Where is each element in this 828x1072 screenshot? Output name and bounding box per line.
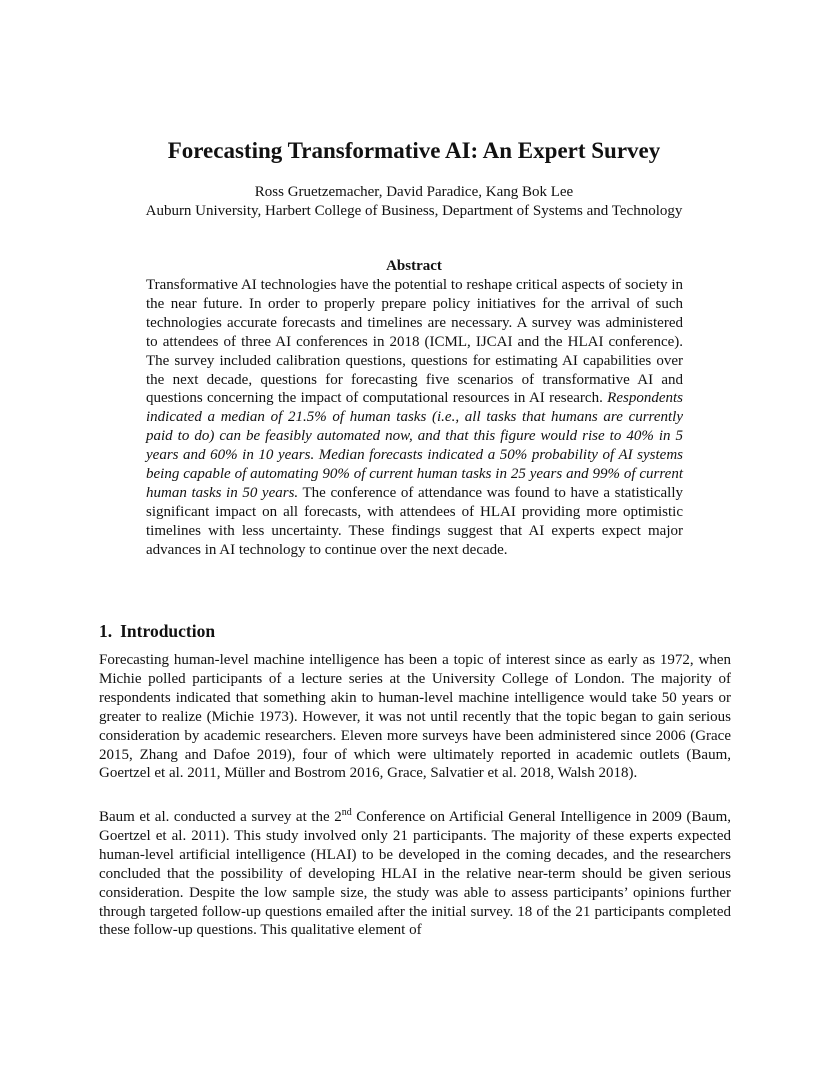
section-title: Introduction <box>120 621 216 641</box>
paper-title: Forecasting Transformative AI: An Expert Survey <box>167 138 661 163</box>
paper-affiliation: Auburn University, Harbert College of Business, Department of Systems and Technology <box>145 203 683 219</box>
abstract-body <box>146 276 683 560</box>
introduction-paragraph-2 <box>99 808 731 940</box>
section-number: 1. <box>99 621 113 641</box>
ordinal-superscript: nd <box>341 807 352 818</box>
paper-authors: Ross Gruetzemacher, David Paradice, Kang Bok Lee <box>254 184 574 200</box>
paragraph-text: Baum et al. conducted a survey at the 2 <box>99 809 342 825</box>
abstract-text: Transformative AI technologies have the potential to reshape critical aspects of society in the near future. In order to properly prepare policy initiatives for the arrival of such technologies accurate forecasts and timelines are necessary. A survey was administered to attendees of three AI conferences in 2018 (ICML, IJCAI and the HLAI conference). The survey included calibration questions, questions for estimating AI capabilities over the next decade, questions for forecasting five scenarios of transformative AI and questions concerning the impact of computational resources in AI research. <box>146 277 683 407</box>
introduction-paragraph-1: Forecasting human-level machine intelligence has been a topic of interest since as early as 1972, when Michie polled participants of a lecture series at the University College of London. The majority of respondents indicated that something akin to human-level machine intelligence would take 50 years or greater to realize (Michie 1973). However, it was not until recently that the topic began to gain serious consideration by academic researchers. Eleven more surveys have been administered since 2006 (Grace 2015, Zhang and Dafoe 2019), four of which were ultimately reported in academic outlets (Baum, Goertzel et al. 2011, Müller and Bostrom 2016, Grace, Salvatier et al. 2018, Walsh 2018). <box>99 652 731 782</box>
section-heading-introduction <box>99 620 215 642</box>
abstract-key-findings: Respondents indicated a median of 21.5% of human tasks (i.e., all tasks that humans are currently paid to do) can be feasibly automated now, and that this figure would rise to 40% in 5 years and 60% in 10 years. Median forecasts indicated a 50% probability of AI systems being capable of automating 90% of current human tasks in 25 years and 99% of current human tasks in 50 years. <box>146 390 683 501</box>
paragraph-text-continued: Conference on Artificial General Intelligence in 2009 (Baum, Goertzel et al. 2011). This study involved only 21 participants. The majority of these experts expected human-level artificial intelligence (HLAI) to be developed in the coming decades, and the researchers concluded that the possibility of developing HLAI in the relative near-term should be given serious consideration. Despite the low sample size, the study was able to assess participants’ opinions further through targeted follow-up questions emailed after the initial survey. 18 of the 21 participants completed these follow-up questions. This qualitative element of <box>99 809 732 939</box>
abstract-conclusion: The conference of attendance was found to have a statistically significant impact on all forecasts, with attendees of HLAI providing more optimistic timelines with less uncertainty. These findings suggest that AI experts expect major advances in AI technology to continue over the next decade. <box>146 484 684 558</box>
abstract-heading: Abstract <box>386 258 442 274</box>
